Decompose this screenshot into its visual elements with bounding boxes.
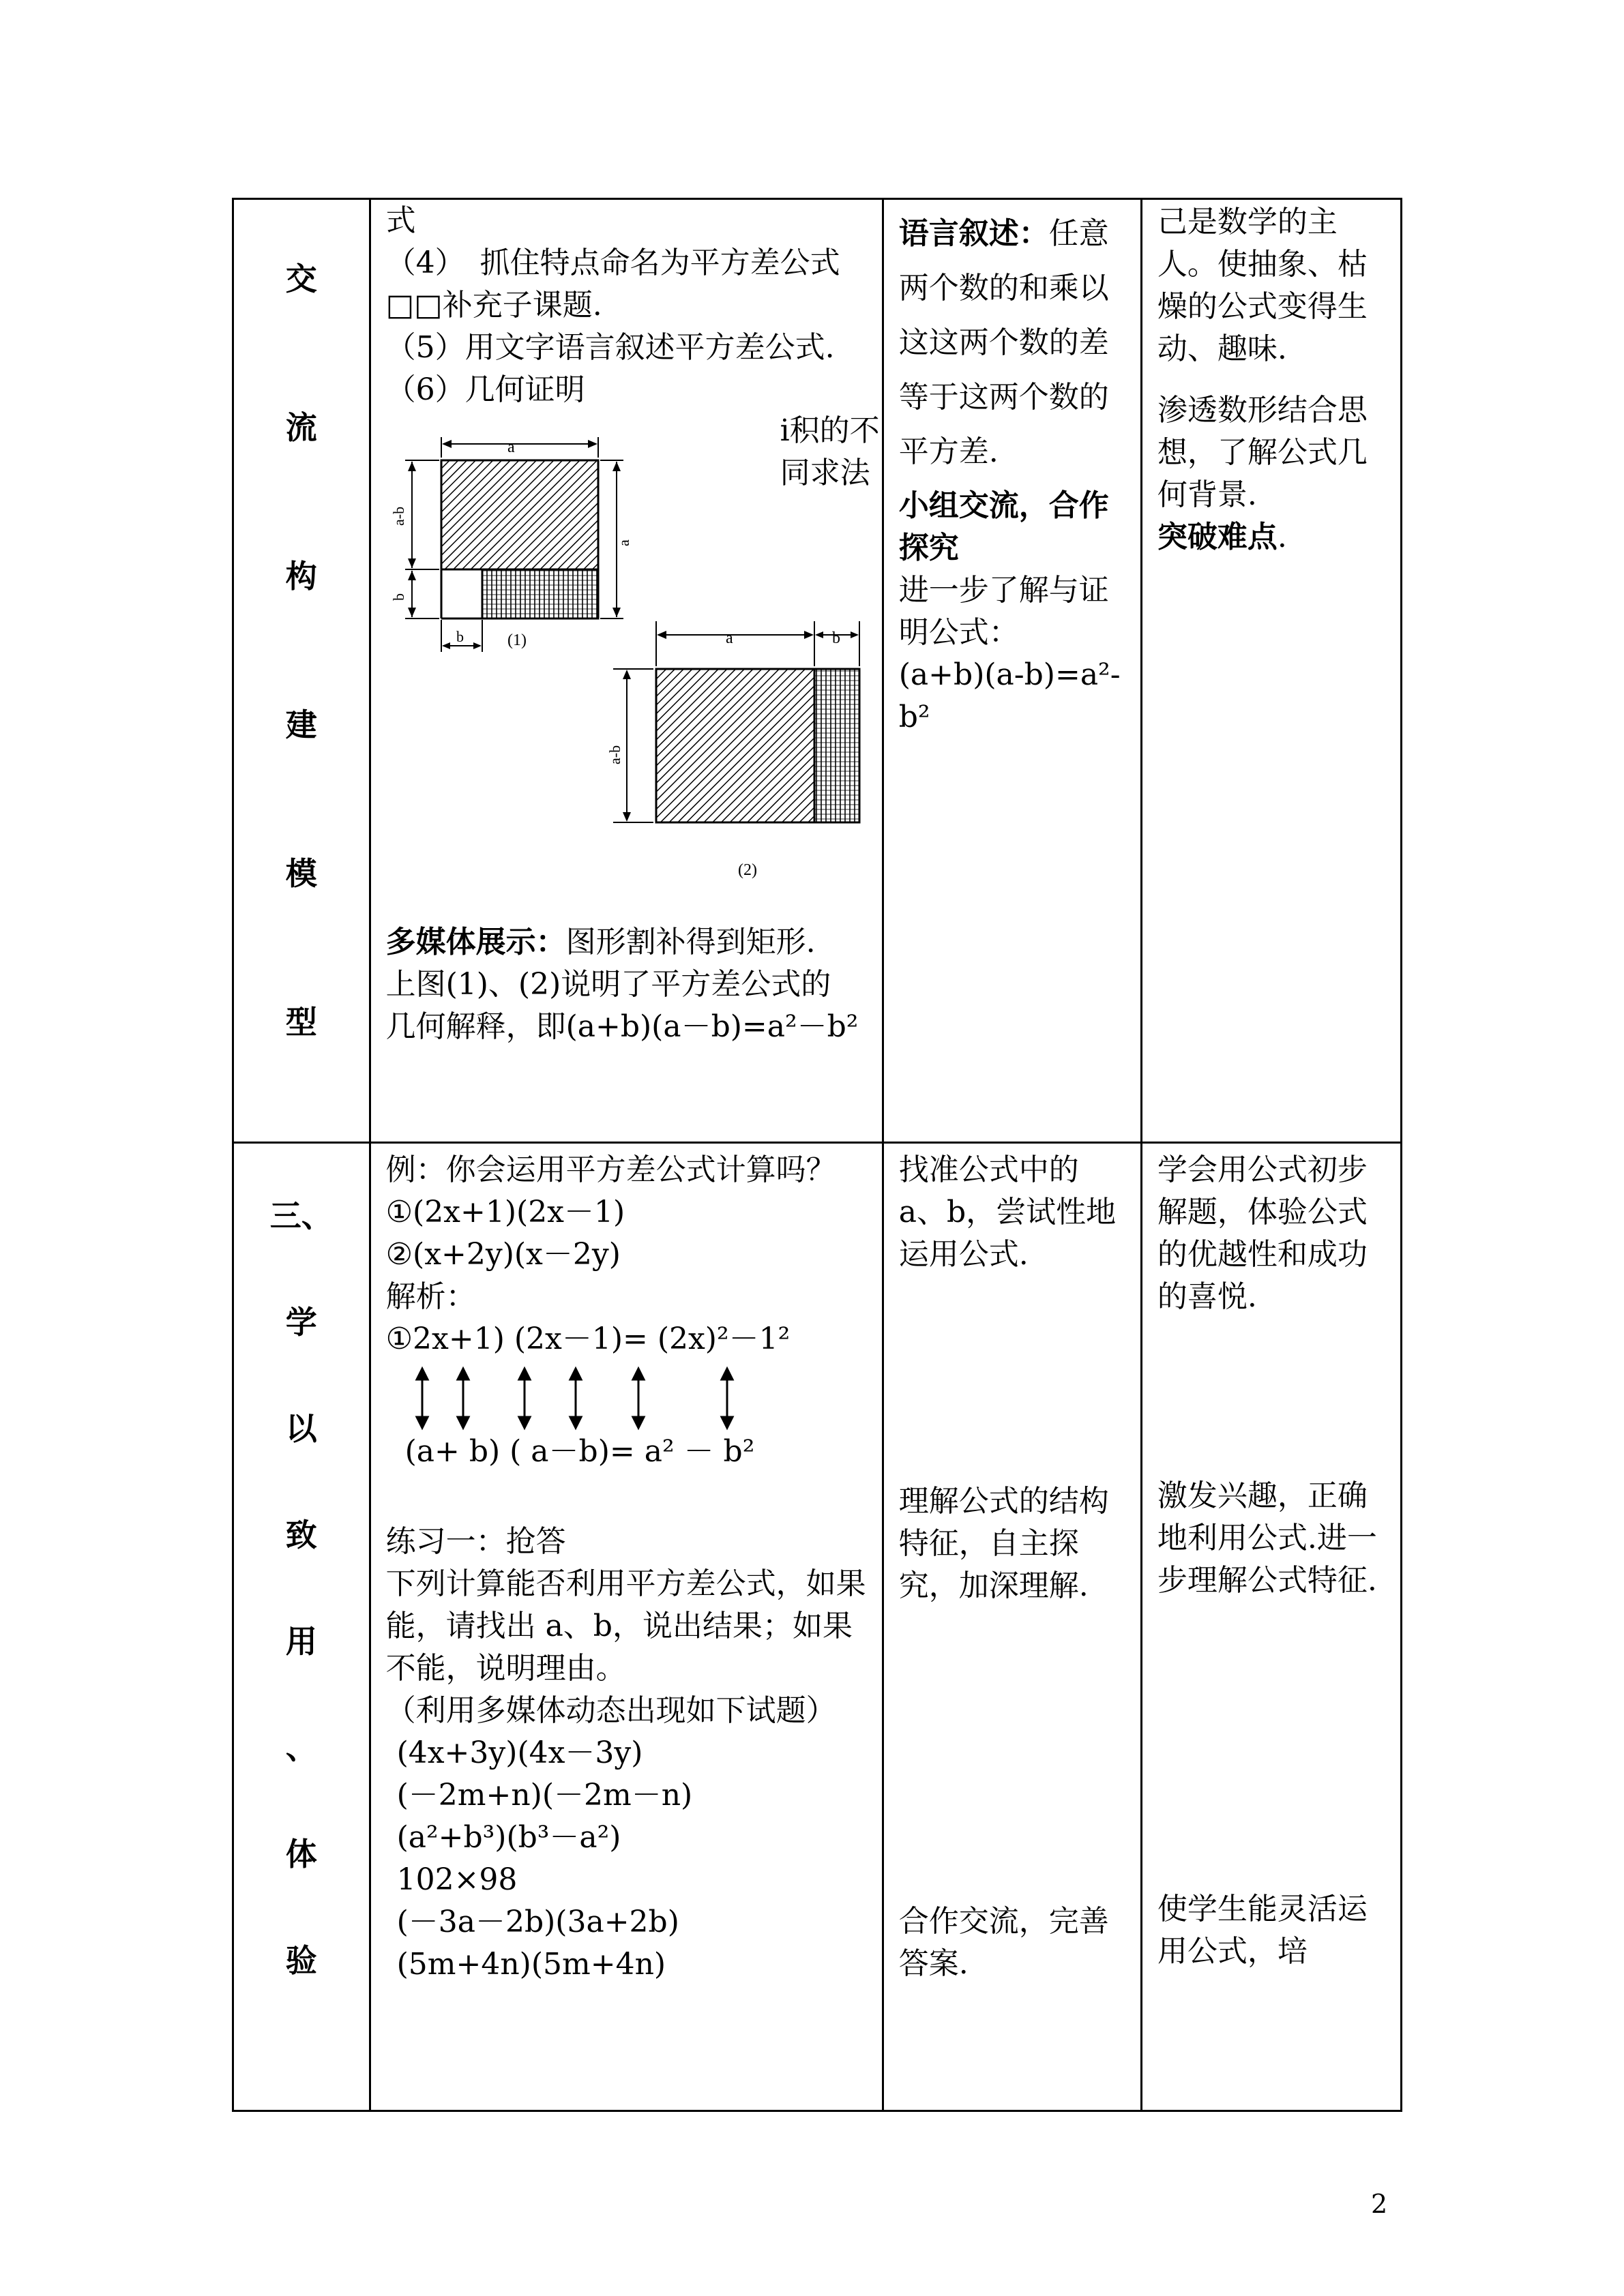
fig1-label-a-right: a xyxy=(615,539,632,546)
student-label-2: 小组交流，合作探究 xyxy=(898,488,1109,565)
intent-key-point: 突破难点 xyxy=(1157,520,1278,554)
stage-cell xyxy=(233,199,370,1143)
geometry-diagram xyxy=(371,417,883,921)
analysis-mapping: (a+ b) ( a－b)= a² － b² xyxy=(404,1434,755,1469)
figure-1 xyxy=(390,437,632,652)
stage-char: 建 xyxy=(285,706,317,743)
stage-char: 型 xyxy=(285,1004,317,1041)
example-2: ②(x+2y)(x－2y) xyxy=(385,1237,621,1272)
student-activity-2: 理解公式的结构特征，自主探究，加深理解. xyxy=(898,1484,1109,1603)
intent-activity-2: 激发兴趣，正确地利用公式.进一步理解公式特征. xyxy=(1157,1478,1377,1598)
exercise-item: (－3a－2b)(3a+2b) xyxy=(396,1905,679,1939)
student-cell xyxy=(883,1143,1141,2111)
mapping-arrows xyxy=(371,1366,882,1431)
stage-cell xyxy=(233,1143,370,2111)
stage-char: 致 xyxy=(285,1517,317,1553)
content-line: （6）几何证明 xyxy=(385,372,585,407)
content-cell xyxy=(370,199,883,1143)
stage-char: 以 xyxy=(285,1410,317,1447)
table-row xyxy=(233,1143,1402,2111)
page-number: 2 xyxy=(1371,2189,1388,2219)
analysis-label: 解析： xyxy=(385,1279,476,1314)
media-line xyxy=(386,921,870,964)
student-text-1: 任意两个数的和乘以这这两个数的差等于这两个数的平方差. xyxy=(898,216,1109,469)
intent-activity-1: 学会用公式初步解题，体验公式的优越性和成功的喜悦. xyxy=(1157,1152,1368,1314)
fig2-label-a-minus-b: a-b xyxy=(606,745,623,764)
exercise-item: (5m+4n)(5m+4n) xyxy=(396,1947,666,1982)
stage-char: 流 xyxy=(285,409,317,446)
intent-period: . xyxy=(1277,520,1287,554)
analysis-line: ①2x+1) (2x－1)= (2x)²－1² xyxy=(385,1322,791,1356)
intent-text-3 xyxy=(1157,516,1388,558)
content-line: （4） 抓住特点命名为平方差公式□□补充子课题. xyxy=(385,245,840,323)
intent-activity-3: 使学生能灵活运用公式，培 xyxy=(1157,1892,1368,1969)
practice-text: 下列计算能否利用平方差公式，如果能，请找出 a、b，说出结果；如果不能，说明理由。 xyxy=(385,1566,866,1686)
fig1-caption: (1) xyxy=(507,631,527,649)
content-line: （5）用文字语言叙述平方差公式. xyxy=(385,330,835,365)
exercise-item: 102×98 xyxy=(396,1862,518,1897)
student-text-2: 进一步了解与证明公式： xyxy=(898,573,1109,650)
table-row xyxy=(233,199,1402,1143)
student-activity-1: 找准公式中的 a、b，尝试性地运用公式. xyxy=(898,1152,1117,1272)
lesson-plan-table xyxy=(232,198,1402,2112)
intent-cell xyxy=(1141,199,1401,1143)
geometry-figures xyxy=(371,413,882,921)
exercise-item: (4x+3y)(4x－3y) xyxy=(396,1735,643,1770)
explain-line-1: 上图(1)、(2)说明了平方差公式的 xyxy=(385,967,831,1002)
media-text: 图形割补得到矩形. xyxy=(565,925,816,959)
stage-char: 用 xyxy=(285,1623,317,1660)
student-label-1: 语言叙述： xyxy=(898,216,1049,251)
explain-line-2 xyxy=(386,1006,870,1048)
exercise-item: (a²+b³)(b³－a²) xyxy=(396,1820,621,1855)
explain-prefix: 几何解释，即 xyxy=(385,1009,566,1044)
exercise-item: (－2m+n)(－2m－n) xyxy=(396,1778,693,1813)
student-formula: (a+b)(a-b)=a²-b² xyxy=(898,657,1121,734)
example-question: 例：你会运用平方差公式计算吗？ xyxy=(385,1152,836,1187)
stage-char: 模 xyxy=(285,855,317,892)
fig2-label-a: a xyxy=(725,629,733,647)
stage-char: 验 xyxy=(285,1942,317,1979)
geo-side-text: i积的不同求法 xyxy=(780,413,880,490)
fig1-label-b-side: b xyxy=(389,593,407,601)
fig1-label-a: a xyxy=(507,438,515,456)
example-1: ①(2x+1)(2x－1) xyxy=(385,1195,625,1229)
fig1-label-a-minus-b: a-b xyxy=(389,506,407,526)
student-narration xyxy=(899,207,1128,479)
stage-char: 体 xyxy=(285,1836,317,1873)
stage-char: 构 xyxy=(285,558,317,595)
intent-text-1: 己是数学的主人。使抽象、枯燥的公式变得生动、趣味. xyxy=(1157,205,1368,366)
explain-formula: (a+b)(a－b)=a²－b² xyxy=(565,1009,859,1044)
intent-cell xyxy=(1141,1143,1401,2111)
student-activity-3: 合作交流，完善答案. xyxy=(898,1904,1109,1981)
intent-text-2: 渗透数形结合思想，了解公式几何背景. xyxy=(1157,393,1368,512)
stage-char: 学 xyxy=(285,1304,317,1341)
student-cell xyxy=(883,199,1141,1143)
stage-char: 三、 xyxy=(269,1197,333,1234)
practice-title: 练习一：抢答 xyxy=(385,1524,566,1559)
practice-note: （利用多媒体动态出现如下试题） xyxy=(385,1693,836,1728)
stage-char: 、 xyxy=(285,1729,317,1766)
content-cell xyxy=(370,1143,883,2111)
fig2-caption: (2) xyxy=(737,861,757,879)
content-line: 式 xyxy=(385,203,416,238)
fig2-label-b: b xyxy=(831,629,840,647)
stage-char: 交 xyxy=(285,260,317,297)
figure-2 xyxy=(606,621,859,879)
fig1-label-b-bottom: b xyxy=(456,628,464,645)
media-label: 多媒体展示： xyxy=(385,925,566,959)
